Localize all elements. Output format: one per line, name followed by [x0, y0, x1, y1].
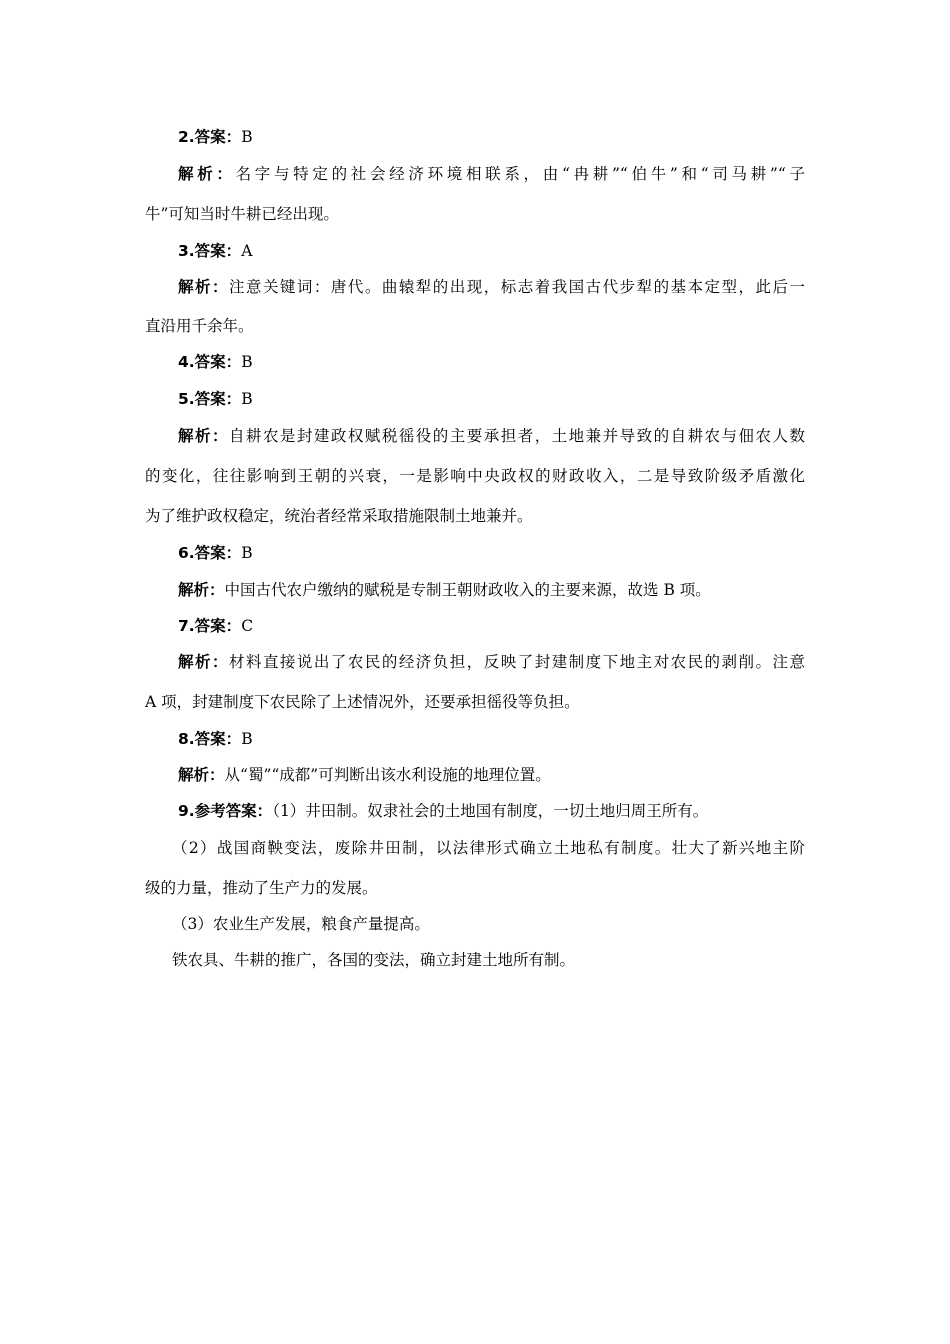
answer-4: 4.答案：B: [178, 353, 253, 371]
explanation-5-line3: 为了维护政权稳定，统治者经常采取措施限制土地兼并。: [145, 507, 533, 525]
answer-9-part2-line1: （2）战国商鞅变法，废除井田制，以法律形式确立土地私有制度。壮大了新兴地主阶: [172, 839, 805, 857]
explanation-6: 解析：中国古代农户缴纳的赋税是专制王朝财政收入的主要来源，故选 B 项。: [178, 581, 711, 599]
explanation-3-line1: 解析：注意关键词：唐代。曲辕犁的出现，标志着我国古代步犁的基本定型，此后一: [178, 278, 805, 296]
explanation-2-line2: 牛”可知当时牛耕已经出现。: [145, 205, 339, 223]
answer-3: 3.答案：A: [178, 242, 253, 260]
answer-7: 7.答案：C: [178, 617, 254, 635]
answer-6: 6.答案：B: [178, 544, 253, 562]
answer-value: B: [241, 128, 253, 146]
explanation-2-line1: 解析：名字与特定的社会经济环境相联系，由“冉耕”“伯牛”和“司马耕”“子: [178, 165, 805, 183]
answer-2: [178, 127, 838, 147]
answer-9-part2-line2: 级的力量，推动了生产力的发展。: [145, 879, 378, 897]
explanation-5-line2: 的变化，往往影响到王朝的兴衰，一是影响中央政权的财政收入，二是导致阶级矛盾激化: [145, 467, 805, 485]
answer-9-part3: （3）农业生产发展，粮食产量提高。: [172, 915, 430, 933]
answer-8: 8.答案：B: [178, 730, 253, 748]
answer-label: 2.答案：: [178, 128, 242, 146]
answer-9-part4: 铁农具、牛耕的推广，各国的变法，确立封建土地所有制。: [172, 951, 576, 969]
explanation-7-line1: 解析：材料直接说出了农民的经济负担，反映了封建制度下地主对农民的剥削。注意: [178, 653, 805, 671]
explanation-7-line2: A 项，封建制度下农民除了上述情况外，还要承担徭役等负担。: [145, 693, 580, 711]
answer-9-part1: 9.参考答案：（1）井田制。奴隶社会的土地国有制度，一切土地归周王所有。: [178, 802, 709, 820]
explanation-3-line2: 直沿用千余年。: [145, 317, 254, 335]
explanation-5-line1: 解析：自耕农是封建政权赋税徭役的主要承担者，土地兼并导致的自耕农与佃农人数: [178, 427, 805, 445]
answer-5: 5.答案：B: [178, 390, 253, 408]
explanation-label: 解析：: [178, 165, 236, 183]
explanation-8: 解析：从“蜀”“成都”可判断出该水利设施的地理位置。: [178, 766, 551, 784]
